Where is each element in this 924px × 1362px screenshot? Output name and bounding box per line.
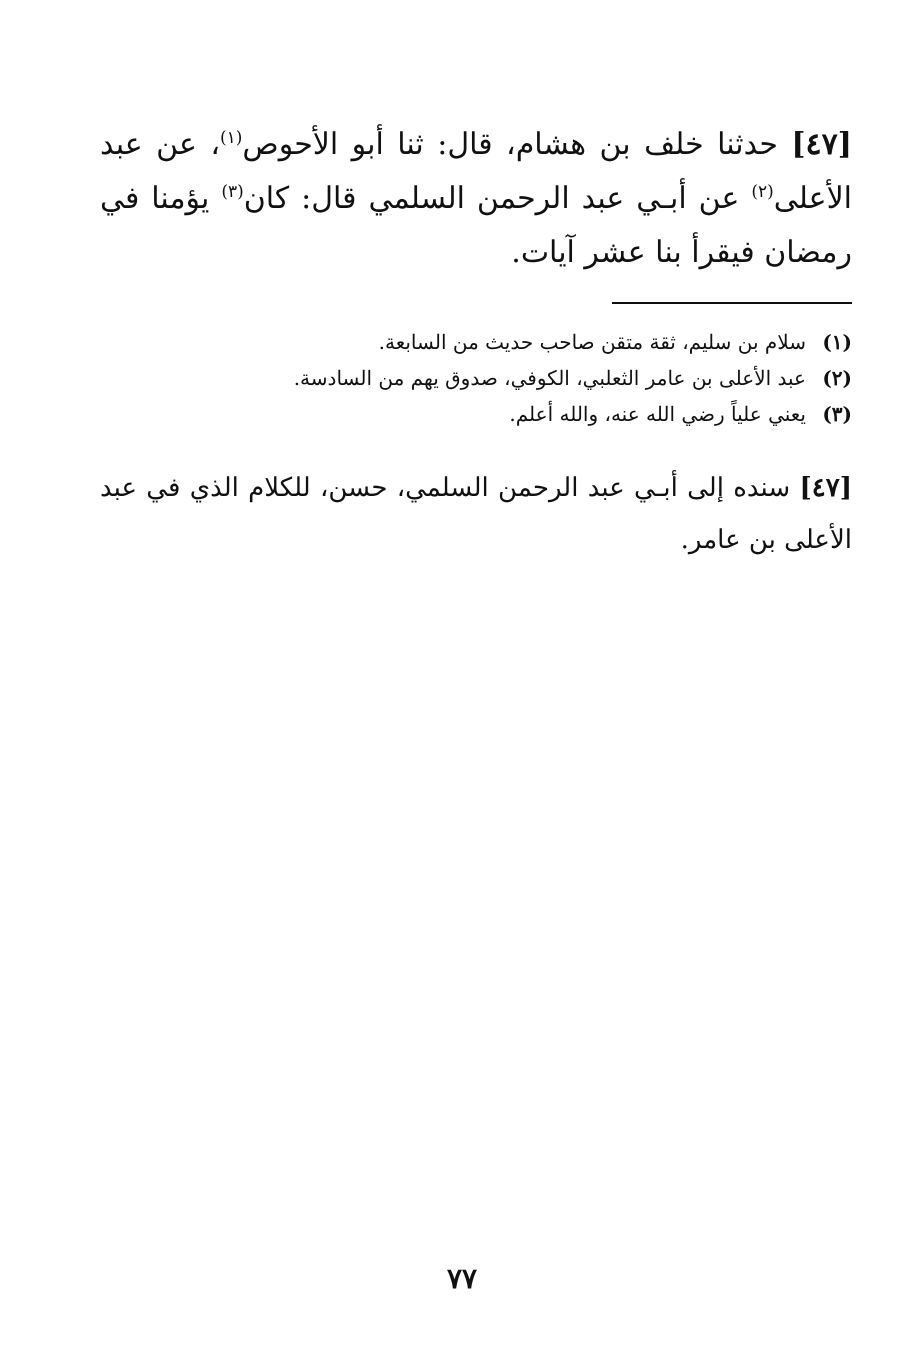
hadith-text-part-4: يؤمنا في رمضان فيقرأ بنا عشر آيات. — [100, 181, 852, 270]
commentary-text: سنده إلى أبـي عبد الرحمن السلمي، حسن، للكلام الذي في عبد الأعلى بن عامر. — [100, 473, 852, 555]
footnotes — [100, 324, 852, 432]
footnote-divider — [612, 302, 852, 304]
commentary-number: [٤٧] — [799, 473, 852, 503]
footnote-ref-2: (٢) — [751, 182, 774, 202]
footnote-number: (١) — [822, 330, 852, 354]
footnote-1 — [100, 324, 852, 360]
hadith-text-part-2: ، عن عبد الأعلى — [100, 127, 853, 216]
footnote-ref-1: (١) — [220, 128, 243, 148]
hadith-text-part-3: عن أبـي عبد الرحمن السلمي قال: كان — [243, 181, 752, 216]
hadith-text — [100, 118, 852, 280]
page-number: ٧٧ — [446, 1262, 478, 1295]
hadith-number: [٤٧] — [791, 127, 852, 162]
footnote-text: سلام بن سليم، ثقة متقن صاحب حديث من السابعة. — [378, 330, 806, 354]
footnote-3 — [100, 396, 852, 432]
commentary-paragraph — [100, 462, 852, 566]
footnote-text: عبد الأعلى بن عامر الثعلبي، الكوفي، صدوق يهم من السادسة. — [293, 366, 806, 390]
hadith-paragraph — [100, 118, 852, 280]
footnote-text: يعني علياً رضي الله عنه، والله أعلم. — [509, 402, 806, 426]
hadith-text-part-1: حدثنا خلف بن هشام، قال: ثنا أبو الأحوص — [242, 127, 792, 162]
commentary — [100, 462, 852, 566]
footnote-number: (٢) — [822, 366, 852, 390]
footnote-2 — [100, 360, 852, 396]
footnote-number: (٣) — [822, 402, 852, 426]
footnote-ref-3: (٣) — [221, 182, 244, 202]
